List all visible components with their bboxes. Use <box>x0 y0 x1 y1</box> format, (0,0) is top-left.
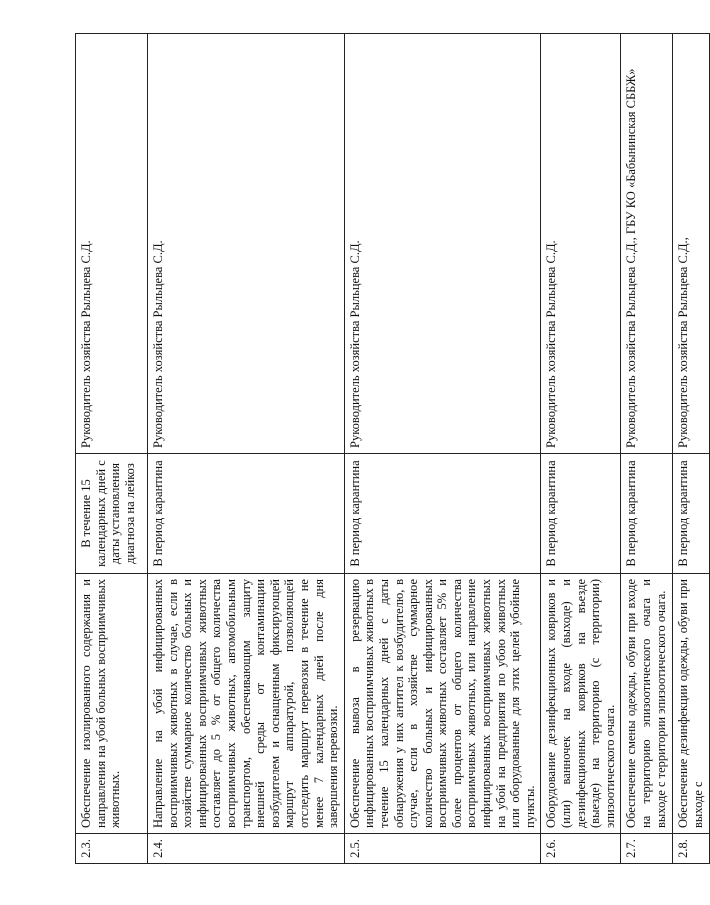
responsible-party: Руководитель хозяйства Рыльцева С.Д., ГБУ КО «Бабынинская СББЖ» <box>621 34 673 454</box>
measure-description: Обеспечение изолированного содержания и направления на убой больных восприимчивых животных. <box>76 574 148 834</box>
rotated-table-page <box>75 34 705 864</box>
table-row <box>673 34 709 864</box>
row-number: 2.7. <box>621 834 673 864</box>
table-row <box>148 34 345 864</box>
table-row <box>76 34 148 864</box>
row-number: 2.6. <box>541 834 621 864</box>
measure-description: Обеспечение дезинфекции одежды, обуви при выходе с <box>673 574 709 834</box>
table-row <box>344 34 541 864</box>
measure-description: Обеспечение вывоза в резервацию инфицированных восприимчивых животных в течение 15 календарных дней с даты обнаружения у них антител к возбудителю, в случае, если в хозяйстве суммарное количество больных и инфицированных восприимчивых животных составляет 5% и более процентов от общего количества восприимчивых животных, или направление инфицированных восприимчивых животных на убой на предприятия по убою животных или оборудованные для этих целей убойные пункты. <box>344 574 541 834</box>
measure-term: В течение 15 календарных дней с даты установления диагноза на лейкоз <box>76 454 148 574</box>
responsible-party: Руководитель хозяйства Рыльцева С.Д. <box>344 34 541 454</box>
row-number: 2.3. <box>76 834 148 864</box>
measure-term: В период карантина <box>673 454 709 574</box>
measure-term: В период карантина <box>541 454 621 574</box>
responsible-party: Руководитель хозяйства Рыльцева С.Д. <box>148 34 345 454</box>
measure-description: Оборудование дезинфекционных ковриков и (или) ванночек на входе (выходе) и дезинфекционных ковриков на въезде (выезде) на территорию (с территории) эпизоотического очага. <box>541 574 621 834</box>
measure-term: В период карантина <box>148 454 345 574</box>
responsible-party: Руководитель хозяйства Рыльцева С.Д. <box>76 34 148 454</box>
measure-description: Обеспечение смены одежды, обуви при входе на территорию эпизоотического очага и выходе с территории эпизоотического очага. <box>621 574 673 834</box>
row-number: 2.8. <box>673 834 709 864</box>
table-row <box>621 34 673 864</box>
measures-table <box>75 33 710 864</box>
measure-term: В период карантина <box>344 454 541 574</box>
responsible-party: Руководитель хозяйства Рыльцева С.Д., <box>673 34 709 454</box>
responsible-party: Руководитель хозяйства Рыльцева С.Д. <box>541 34 621 454</box>
table-row <box>541 34 621 864</box>
measure-description: Направление на убой инфицированных восприимчивых животных в случае, если в хозяйстве суммарное количество больных и инфицированных восприимчивых животных составляет до 5 % от общего количества восприимчивых животных, автомобильным транспортом, обеспечивающим защиту внешней среды от контаминации возбудителем и оснащенным фиксирующей маршрут аппаратурой, позволяющей отследить маршрут перевозки в течение не менее 7 календарных дней после дня завершения перевозки. <box>148 574 345 834</box>
row-number: 2.5. <box>344 834 541 864</box>
measure-term: В период карантина <box>621 454 673 574</box>
row-number: 2.4. <box>148 834 345 864</box>
